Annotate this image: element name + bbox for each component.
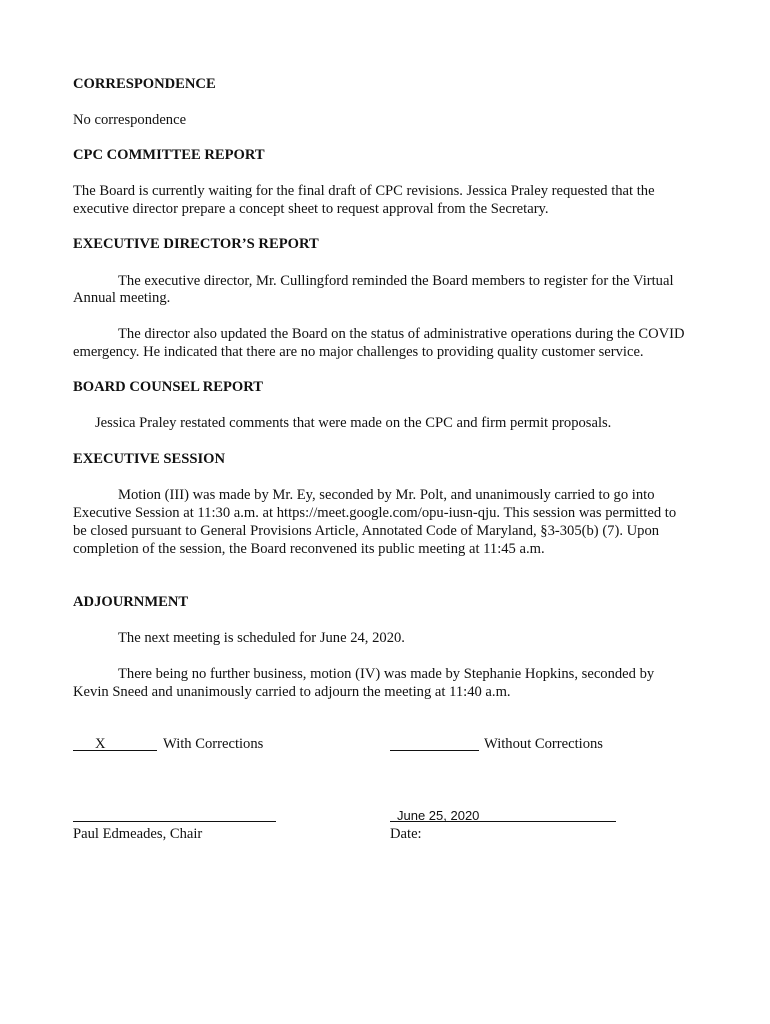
without-corrections-blank xyxy=(390,750,479,751)
chair-name: Paul Edmeades, Chair xyxy=(73,826,203,842)
exec-session-line-3: be closed pursuant to General Provisions Article, Annotated Code of Maryland, §3-305(b) (7). Upon xyxy=(73,523,660,539)
cpc-line-2: executive director prepare a concept sheet to request approval from the Secretary. xyxy=(73,201,549,217)
heading-executive-session: EXECUTIVE SESSION xyxy=(73,451,226,467)
with-corrections-blank xyxy=(73,750,157,751)
exec-director-p2-line-2: emergency. He indicated that there are no major challenges to providing quality customer service. xyxy=(73,344,644,360)
adjournment-next-meeting: The next meeting is scheduled for June 24, 2020. xyxy=(118,630,405,646)
date-value: June 25, 2020 xyxy=(397,808,480,823)
exec-director-p1-line-2: Annual meeting. xyxy=(73,290,171,306)
exec-director-p1-line-1: The executive director, Mr. Cullingford reminded the Board members to register for the Virtual xyxy=(118,273,674,289)
heading-executive-directors-report: EXECUTIVE DIRECTOR’S REPORT xyxy=(73,236,319,252)
exec-session-line-1: Motion (III) was made by Mr. Ey, seconded by Mr. Polt, and unanimously carried to go into xyxy=(118,487,655,503)
with-corrections-mark: X xyxy=(95,736,106,752)
heading-adjournment: ADJOURNMENT xyxy=(73,594,189,610)
without-corrections-label: Without Corrections xyxy=(484,736,603,752)
exec-session-line-4: completion of the session, the Board reconvened its public meeting at 11:45 a.m. xyxy=(73,541,545,557)
exec-director-p2-line-1: The director also updated the Board on the status of administrative operations during the COVID xyxy=(118,326,685,342)
correspondence-text: No correspondence xyxy=(73,112,187,128)
board-counsel-text: Jessica Praley restated comments that were made on the CPC and firm permit proposals. xyxy=(95,415,612,431)
heading-board-counsel-report: BOARD COUNSEL REPORT xyxy=(73,379,264,395)
chair-signature-line xyxy=(73,821,276,822)
date-label: Date: xyxy=(390,826,422,842)
heading-cpc-committee-report: CPC COMMITTEE REPORT xyxy=(73,147,265,163)
with-corrections-label: With Corrections xyxy=(163,736,264,752)
adjournment-line-1: There being no further business, motion (IV) was made by Stephanie Hopkins, seconded by xyxy=(118,666,655,682)
exec-session-line-2: Executive Session at 11:30 a.m. at https://meet.google.com/opu-iusn-qju. This session was permitted to xyxy=(73,505,677,521)
heading-correspondence: CORRESPONDENCE xyxy=(73,76,216,92)
adjournment-line-2: Kevin Sneed and unanimously carried to adjourn the meeting at 11:40 a.m. xyxy=(73,684,511,700)
cpc-line-1: The Board is currently waiting for the final draft of CPC revisions. Jessica Praley requested that the xyxy=(73,183,655,199)
